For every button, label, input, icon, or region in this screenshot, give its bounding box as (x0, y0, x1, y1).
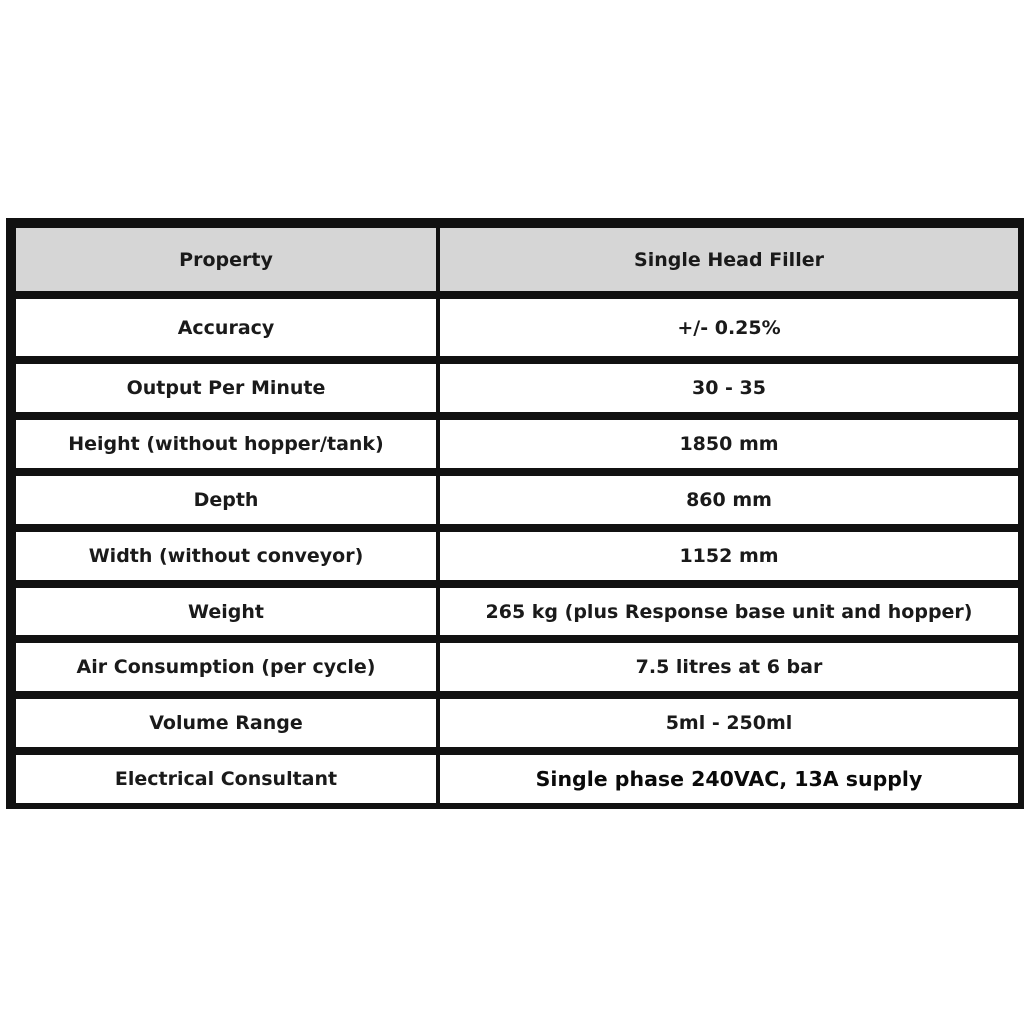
table-row-property: Volume Range (16, 699, 436, 747)
table-row-value: 265 kg (plus Response base unit and hopper) (440, 588, 1018, 635)
table-row-value: +/- 0.25% (440, 299, 1018, 356)
table-row-property: Air Consumption (per cycle) (16, 643, 436, 691)
table-row-property: Electrical Consultant (16, 755, 436, 803)
header-cell-property: Property (16, 228, 436, 291)
table-row-property: Output Per Minute (16, 364, 436, 412)
table-row-property: Accuracy (16, 299, 436, 356)
table-row-value: 860 mm (440, 476, 1018, 524)
table-row-value: 7.5 litres at 6 bar (440, 643, 1018, 691)
table-row-property: Depth (16, 476, 436, 524)
table-row-value: 5ml - 250ml (440, 699, 1018, 747)
table-row-value: 1850 mm (440, 420, 1018, 468)
table-row-value: 1152 mm (440, 532, 1018, 580)
table-row-property: Width (without conveyor) (16, 532, 436, 580)
table-row-property: Height (without hopper/tank) (16, 420, 436, 468)
table-row-property: Weight (16, 588, 436, 635)
table-row-value: 30 - 35 (440, 364, 1018, 412)
spec-table (6, 218, 1024, 809)
table-row-value: Single phase 240VAC, 13A supply (440, 755, 1018, 803)
header-cell-value: Single Head Filler (440, 228, 1018, 291)
